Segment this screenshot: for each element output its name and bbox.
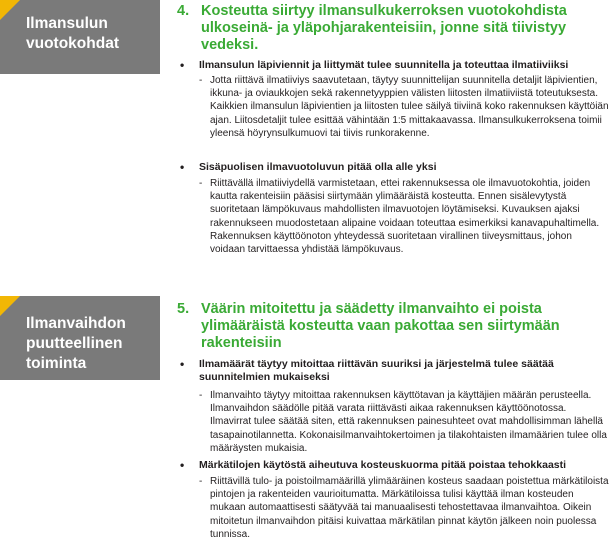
bullet-heading-text: Ilmansulun läpiviennit ja liittymät tulee suunnitella ja toteuttaa ilmatiiviiksi [199,59,569,71]
bullet-body-text: Riittävällä ilmatiiviydellä varmistetaan, ettei rakennuksessa ole ilmavuotokohtia, joiden kautta rakenteisiin pääsisi siirtymään ylimääräistä kosteutta. Ennen sisälevytystä suoritetaan lämpökuvaus mahdollisten ilmavuotojen löytämiseksi. Kuvauksen ajaksi rakennukseen muodostetaan alipaine voidaan toteuttaa esimerkiksi kanavapuhaltimella. Rakennuksen käyttöönoton yhteydessä suoritetaan virallinen tiiveysmittaus, johon voidaan tarvittaessa yhdistää lämpökuvaus. [210,178,600,256]
bullet-body-text: Ilmanvaihto täytyy mitoittaa rakennuksen käyttötavan ja käyttäjien määrän perusteella. Ilmanvaihdon säädölle pitää varata riittävästi aikaa rakennuksen käyttöönotossa. Ilmavirrat tulee säätää siten, että rakennuksen painesuhteet ovat mahdollisimman lähellä tasapainotilannetta. Kokonaisilmanvaihtokertoimen ja tilakohtaisten ilmamäärien tulee olla määräysten mukaisia. [210,390,607,454]
section-heading-1 [177,3,609,54]
bullet-body [199,74,609,140]
bullet-dot-icon: • [180,160,185,174]
dash-icon: - [199,390,203,401]
bullet-body [199,177,609,256]
bullet-dot-icon: • [180,357,185,371]
dash-icon: - [199,75,203,86]
section-label-line: vuotokohdat [26,35,119,52]
bullet-dot-icon: • [180,458,185,472]
bullet-heading [177,59,609,72]
bullet-heading [177,459,609,472]
section-label-line: toiminta [26,355,87,372]
bullet-heading-text: Sisäpuolisen ilmavuotoluvun pitää olla alle yksi [199,161,437,173]
bullet-heading [177,161,609,174]
section-number: 5. [177,301,190,317]
bullet-heading-text: Märkätilojen käytöstä aiheutuva kosteuskuorma pitää poistaa tehokkaasti [199,459,567,471]
dash-icon: - [199,178,203,189]
dash-icon: - [199,476,203,487]
bullet-heading-text: Ilmamäärät täytyy mitoittaa riittävän suuriksi ja järjestelmä tulee säätää suunnitelmien mukaiseksi [199,358,554,383]
section-label-line: puutteellinen [26,335,123,352]
bullet-body-text: Jotta riittävä ilmatiiviys saavutetaan, täytyy suunnittelijan suunnitella detaljit läpivientien, ikkuna- ja oviaukkojen sekä rakennetyyppien välisten liitosten ilmatiiviistä toteutuksesta. Kaikkien ilmansulun läpivientien ja liitosten tulee säilyä tiiviinä koko rakennuksen käyttöiän ajan. Liitosdetaljit tulee esittää vähintään 1:5 mittakaavassa. Ilmansulkukerroksena toimii yleensä höyrynsulkumuovi tai tiivis runkorakenne. [210,75,609,139]
bullet-body [199,475,609,541]
corner-accent [0,0,20,20]
section-label-line: Ilmanvaihdon [26,315,126,332]
section-heading-2 [177,301,609,352]
section-label-box-2 [0,296,160,380]
section-number: 4. [177,3,190,19]
section-heading-text: Kosteutta siirtyy ilmansulkukerroksen vuotokohdista ulkoseinä- ja yläpohjarakenteisiin, jonne sitä tiivistyy vedeksi. [201,3,567,53]
corner-accent [0,296,20,316]
bullet-dot-icon: • [180,58,185,72]
bullet-heading [177,358,609,384]
section-label-box-1 [0,0,160,74]
bullet-body [199,389,609,455]
section-heading-text: Väärin mitoitettu ja säädetty ilmanvaihto ei poista ylimääräistä kosteutta vaan pakottaa sen siirtymään rakenteisiin [201,301,560,351]
bullet-body-text: Riittävillä tulo- ja poistoilmamäärillä ylimääräinen kosteus saadaan poistettua märkätiloista pintojen ja rakenteiden vaurioitumatta. Märkätiloissa tulisi käyttää ilman kosteuden mukaan automaattisesti säätyvää tai manuaalisesti tehostettavaa ilmanvaihtoa. Oikein mitoitetun ilmanvaihdon pitäisi kuivattaa märkätilan pinnat käytön jälkeen noin puolessa tunnissa. [210,476,609,540]
section-label-line: Ilmansulun [26,15,108,32]
